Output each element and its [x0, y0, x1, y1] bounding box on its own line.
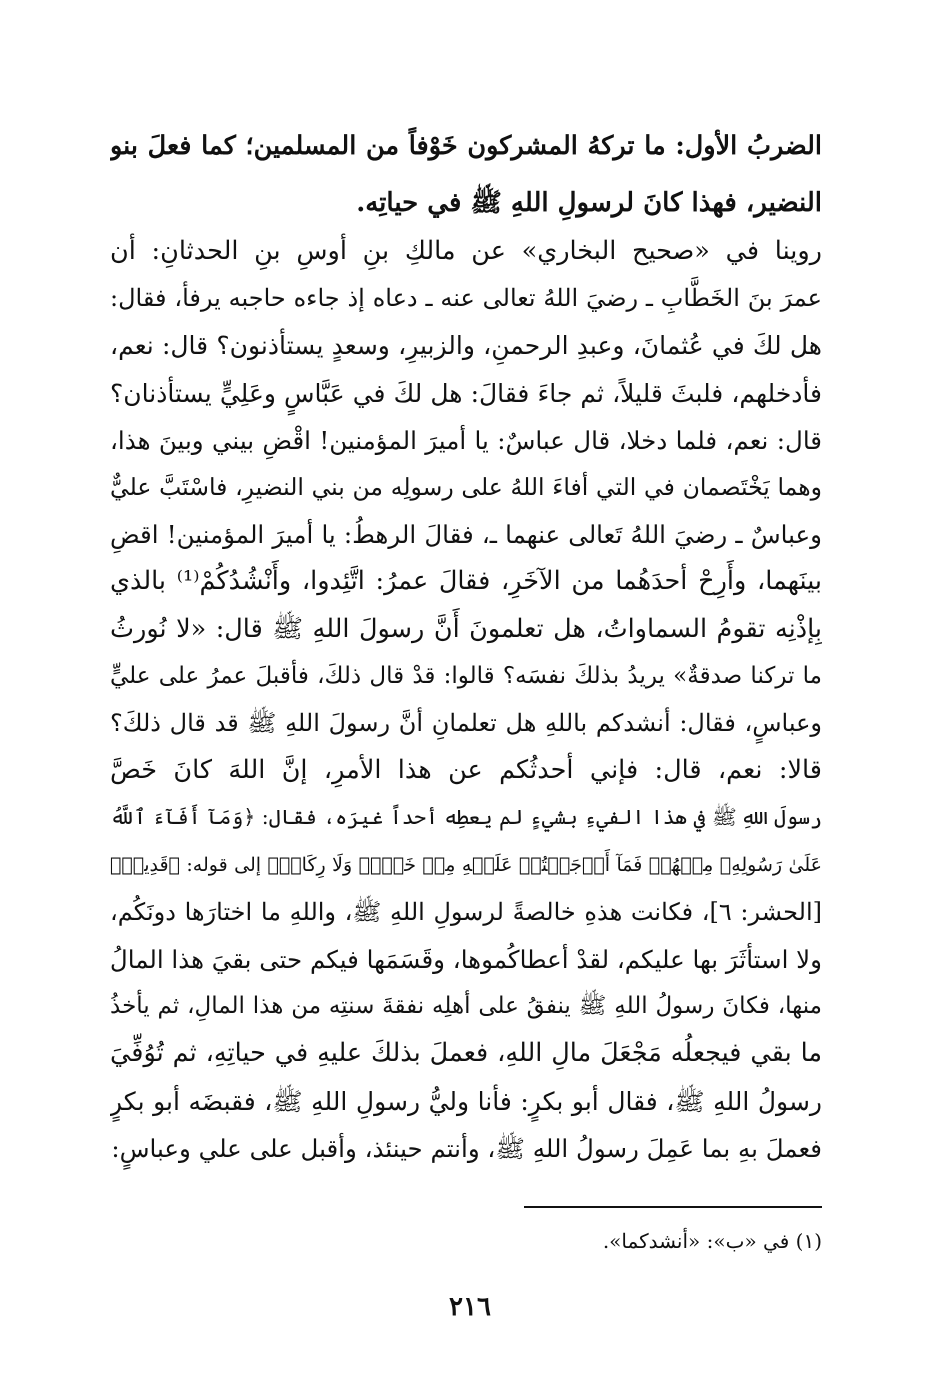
body-line: ما تركنا صدقةٌ» يريدُ بذلكَ نفسَه؟ قالوا: قدْ قال ذلكَ، فأقبلَ عمرُ على عليٍّ — [110, 662, 822, 689]
body-line: قال: نعم، فلما دخلا، قال عباسٌ: يا أميرَ المؤمنين! اقْضِ بيني وبينَ هذا، — [110, 425, 822, 455]
body-line: فعملَ بهِ بما عَمِلَ رسولُ اللهِ ﷺ، وأنتم حينئذ، وأقبل على علي وعباسٍ: — [111, 1133, 822, 1163]
body-line: بينَهما، وأَرِحْ أحدَهُما من الآخَرِ، فقالَ عمرُ: اتَّئِدوا، وأَنْشُدُكُمْ⁽¹⁾ بالذي — [110, 566, 822, 597]
body-line: ما بقي فيجعلُه مَجْعَلَ مالِ اللهِ، فعملَ بذلكَ عليهِ في حياتِهِ، ثم تُوُفِّيَ — [110, 1038, 822, 1069]
body-line: ولا استأثَرَ بها عليكم، لقدْ أعطاكُموها، وقَسَمَها فيكم حتى بقيَ هذا المالُ — [110, 945, 822, 975]
body-line: وهما يَخْتَصمان في التي أفاءَ اللهُ على رسولِه من بني النضيرِ، فاسْتَبَّ عليٌّ — [110, 473, 822, 502]
body-line: روينا في «صحيح البخاري» عن مالكِ بنِ أوسِ بنِ الحدثانِ: أن — [110, 236, 822, 266]
body-line: [الحشر: ٦]، فكانت هذهِ خالصةً لرسولِ اللهِ ﷺ، واللهِ ما اختارَها دونَكُم، — [110, 897, 822, 926]
body-line: هل لكَ في عُثمانَ، وعبدِ الرحمنِ، والزبيرِ، وسعدٍ يستأذنون؟ قال: نعم، — [110, 331, 822, 361]
body-line: وعباسٌ ـ رضيَ اللهُ تَعالى عنهما ـ، فقالَ الرهطُ: يا أميرَ المؤمنين! اقضِ — [110, 520, 822, 550]
body-line: قالا: نعم، قال: فإني أحدثُكم عن هذا الأمرِ، إنَّ اللهَ كانَ خَصَّ — [110, 755, 822, 786]
body-line: رسولَ اللهِ ﷺ في هذا الفيءِ بشيءٍ لم يعطِه أحداً غيرَه، فقال: ﴿وَمَآ أَفَآءَ ٱللَّهُ — [110, 805, 822, 830]
body-line: عَلَىٰ رَسُولِهِۦ مِنۡهُمۡ فَمَآ أَوۡجَفۡتُمۡ عَلَيۡهِ مِنۡ خَيۡلٖ وَلَا رِكَابٖ﴾ إلى قوله: ﴿قَدِيرٞ﴾ — [110, 853, 822, 876]
footnote-divider — [524, 1206, 822, 1208]
body-line: منها، فكانَ رسولُ اللهِ ﷺ ينفقُ على أهلِه نفقةَ سنتِه من هذا المالِ، ثم يأخذُ — [110, 993, 822, 1020]
body-line: رسولُ اللهِ ﷺ، فقال أبو بكرٍ: فأنا وليُّ رسولِ اللهِ ﷺ، فقبضَه أبو بكرٍ — [110, 1086, 822, 1116]
body-line: عمرَ بنَ الخَطَّابِ ـ رضيَ اللهُ تعالى عنه ـ دعاه إذ جاءه حاجبه يرفأ، فقال: — [110, 284, 822, 313]
footnote: (١) في «ب»: «أنشدكما». — [602, 1229, 822, 1253]
body-line: بِإذْنِه تقومُ السماواتُ، هل تعلمونَ أَنَّ رسولَ اللهِ ﷺ قال: «لا نُورثُ — [110, 613, 822, 644]
heading-line: الضربُ الأول: ما تركهُ المشركون خَوْفاً من المسلمين؛ كما فعلَ بنو — [110, 131, 822, 161]
body-paragraph — [110, 228, 822, 1172]
body-line: فأدخلهم، فلبثَ قليلاً، ثم جاءَ فقالَ: هل لكَ في عَبَّاسٍ وعَلِيٍّ يستأذنان؟ — [110, 378, 822, 408]
section-heading — [110, 118, 822, 232]
body-line: وعباسٍ، فقال: أنشدكم باللهِ هل تعلمانِ أنَّ رسولَ اللهِ ﷺ قد قال ذلكَ؟ — [110, 709, 822, 738]
heading-line: النضير، فهذا كانَ لرسولِ اللهِ ﷺ في حياتِه. — [356, 188, 822, 218]
page-number: ٢١٦ — [449, 1292, 491, 1322]
